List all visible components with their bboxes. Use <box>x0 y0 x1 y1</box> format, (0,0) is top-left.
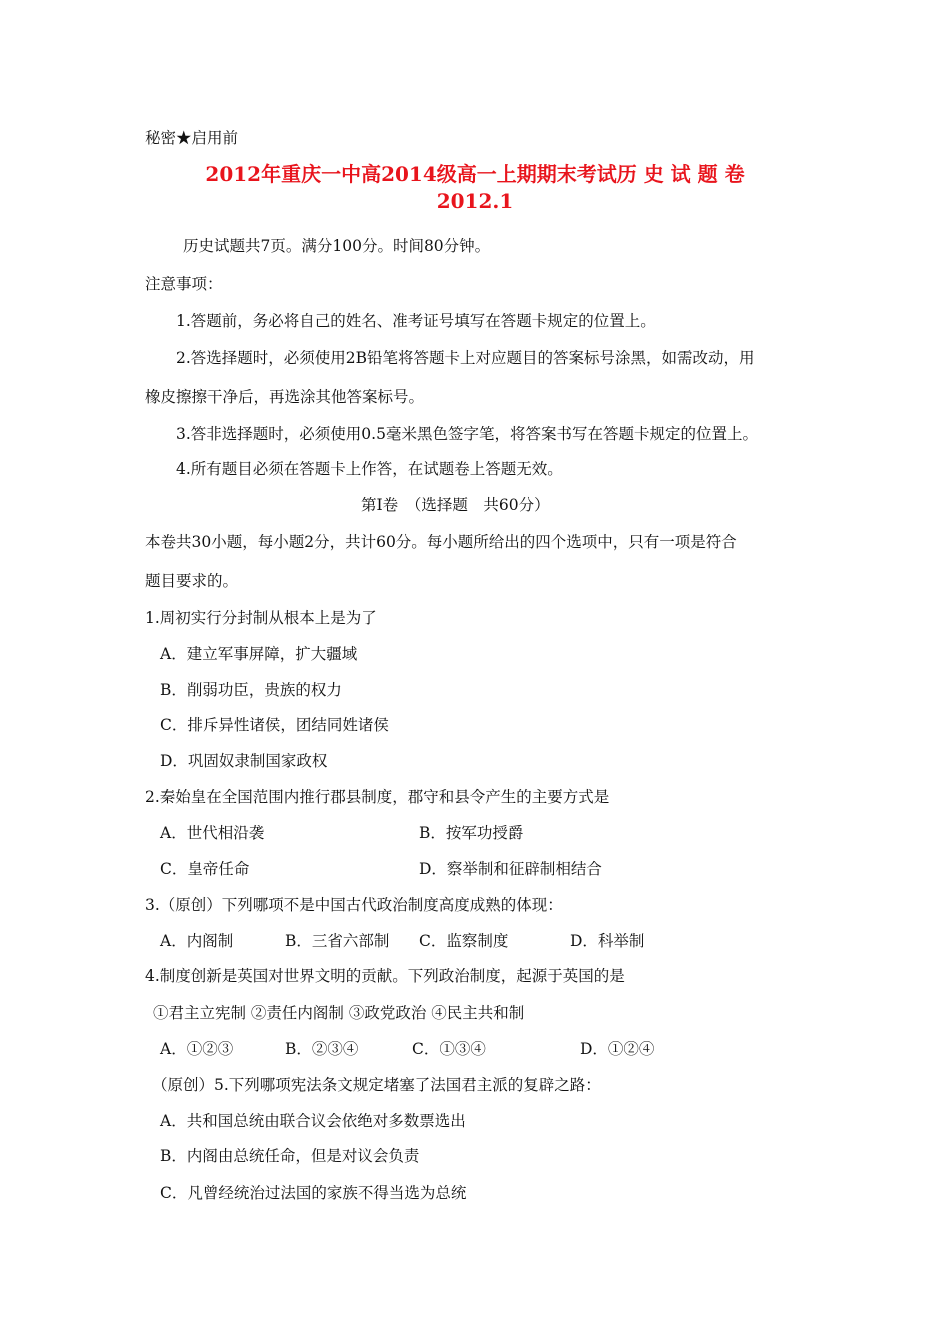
question-5-option-a: A．共和国总统由联合议会依绝对多数票选出 <box>160 1112 466 1130</box>
section-desc: 本卷共30小题，每小题2分，共计60分。每小题所给出的四个选项中，只有一项是符合 <box>145 533 737 551</box>
question-2-option-d: D．察举制和征辟制相结合 <box>419 860 602 878</box>
section-desc-cont: 题目要求的。 <box>145 572 239 590</box>
question-2-option-b: B．按军功授爵 <box>419 824 524 842</box>
question-1-option-b: B．削弱功臣，贵族的权力 <box>160 681 342 699</box>
notice-item-3: 3.答非选择题时，必须使用0.5毫米黑色签字笔，将答案书写在答题卡规定的位置上。 <box>176 425 758 443</box>
question-5-option-b: B．内阁由总统任命，但是对议会负责 <box>160 1147 420 1165</box>
question-1-option-c: C．排斥异性诸侯，团结同姓诸侯 <box>160 716 389 734</box>
question-2-stem: 2.秦始皇在全国范围内推行郡县制度，郡守和县令产生的主要方式是 <box>145 788 610 806</box>
question-3-option-d: D．科举制 <box>570 932 645 950</box>
question-4-option-a: A．①②③ <box>160 1040 234 1058</box>
question-4-option-d: D．①②④ <box>580 1040 655 1058</box>
question-5-option-c: C．凡曾经统治过法国的家族不得当选为总统 <box>160 1184 467 1202</box>
exam-title: 2012年重庆一中高2014级高一上期期末考试历 史 试 题 卷 <box>205 162 745 186</box>
notice-item-4: 4.所有题目必须在答题卡上作答，在试题卷上答题无效。 <box>176 460 563 478</box>
notice-item-2: 2.答选择题时，必须使用2B铅笔将答题卡上对应题目的答案标号涂黑，如需改动，用 <box>176 349 755 367</box>
question-5-stem: （原创）5.下列哪项宪法条文规定堵塞了法国君主派的复辟之路： <box>152 1076 601 1094</box>
question-4-option-c: C．①③④ <box>412 1040 486 1058</box>
exam-date: 2012.1 <box>436 189 514 213</box>
question-2-option-c: C．皇帝任命 <box>160 860 250 878</box>
question-1-stem: 1.周初实行分封制从根本上是为了 <box>145 609 377 627</box>
secrecy-label: 秘密★启用前 <box>145 129 239 147</box>
question-4-option-b: B．②③④ <box>285 1040 359 1058</box>
section-heading: 第Ⅰ卷 （选择题 共60分） <box>361 496 550 514</box>
question-1-option-a: A．建立军事屏障，扩大疆域 <box>160 645 358 663</box>
question-1-option-d: D．巩固奴隶制国家政权 <box>160 752 328 770</box>
question-4-items: ①君主立宪制 ②责任内阁制 ③政党政治 ④民主共和制 <box>153 1004 525 1022</box>
notice-item-1: 1.答题前，务必将自己的姓名、准考证号填写在答题卡规定的位置上。 <box>176 312 656 330</box>
question-3-stem: 3.（原创）下列哪项不是中国古代政治制度高度成熟的体现： <box>145 896 563 914</box>
intro-text: 历史试题共7页。满分100分。时间80分钟。 <box>183 237 491 255</box>
question-4-stem: 4.制度创新是英国对世界文明的贡献。下列政治制度，起源于英国的是 <box>145 967 625 985</box>
question-3-option-b: B．三省六部制 <box>285 932 390 950</box>
question-3-option-a: A．内阁制 <box>160 932 234 950</box>
question-2-option-a: A．世代相沿袭 <box>160 824 265 842</box>
notice-heading: 注意事项： <box>145 275 223 293</box>
question-3-option-c: C．监察制度 <box>419 932 509 950</box>
notice-item-2-cont: 橡皮擦擦干净后，再选涂其他答案标号。 <box>145 388 425 406</box>
